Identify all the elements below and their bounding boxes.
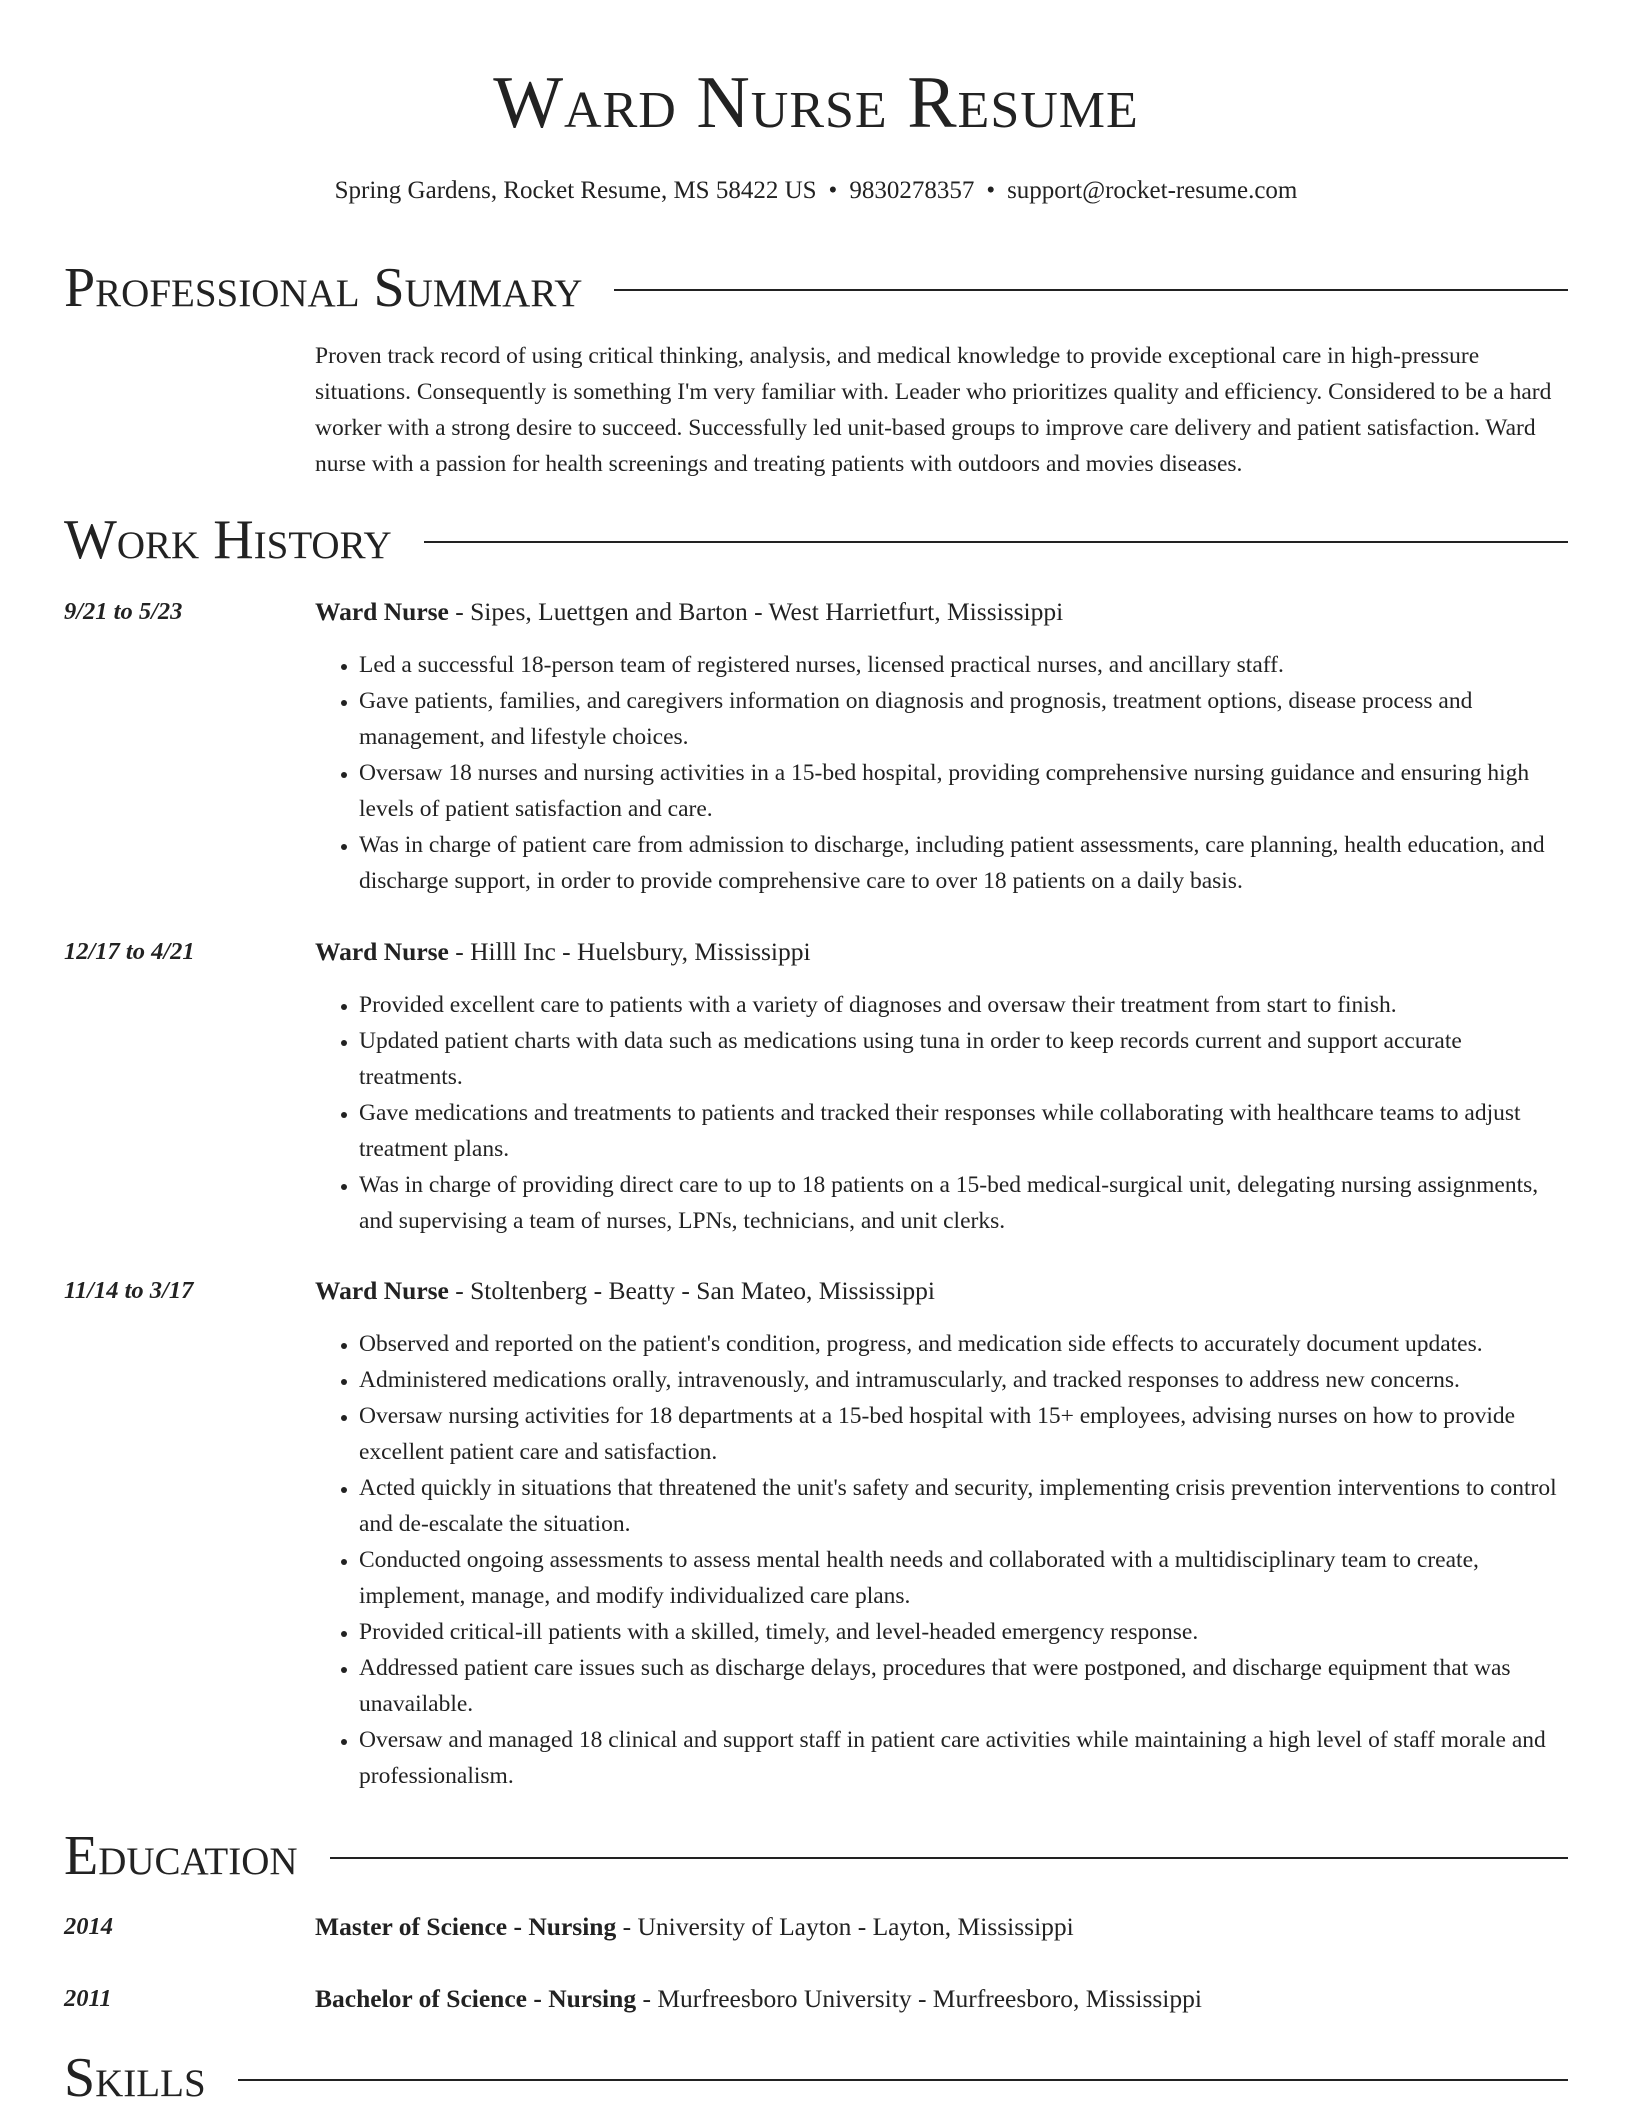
education-school: - Murfreesboro University - Murfreesboro, Mississippi — [636, 1984, 1202, 2013]
job-bullet: • Was in charge of patient care from admission to discharge, including patient assessments, care planning, health education, and discharge support, in order to provide comprehensive care to over 18 patients on a daily basis. — [359, 827, 1570, 899]
education-year: 2011 — [64, 1985, 112, 2012]
job-bullet-list — [315, 987, 1570, 1239]
job-title: Ward Nurse — [315, 597, 449, 626]
job-bullet-list — [315, 1326, 1570, 1794]
job-employer: - Hilll Inc - Huelsbury, Mississippi — [448, 937, 811, 966]
education-school: - University of Layton - Layton, Mississippi — [616, 1912, 1074, 1941]
job-bullet: • Oversaw 18 nurses and nursing activities in a 15-bed hospital, providing comprehensive nursing guidance and ensuring high levels of patient satisfaction and care. — [359, 755, 1570, 827]
section-title: Skills — [64, 2047, 206, 2109]
job-bullet: • Conducted ongoing assessments to assess mental health needs and collaborated with a multidisciplinary team to create, implement, manage, and modify individualized care plans. — [359, 1542, 1570, 1614]
job-bullet: • Observed and reported on the patient's condition, progress, and medication side effects to accurately document updates. — [359, 1326, 1570, 1362]
section-rule — [238, 2079, 1568, 2081]
section-title: Work History — [64, 509, 392, 571]
job-dates: 11/14 to 3/17 — [64, 1277, 194, 1304]
job-bullet: • Acted quickly in situations that threatened the unit's safety and security, implementing crisis prevention interventions to control and de-escalate the situation. — [359, 1470, 1570, 1542]
section-title: Education — [64, 1825, 298, 1887]
contact-line — [0, 174, 1632, 208]
job-bullet-list — [315, 647, 1570, 899]
section-rule — [614, 289, 1568, 291]
section-title: Professional Summary — [64, 257, 583, 319]
resume-title: Ward Nurse Resume — [493, 62, 1139, 144]
job-bullet: • Oversaw and managed 18 clinical and support staff in patient care activities while maintaining a high level of staff morale and professionalism. — [359, 1722, 1570, 1794]
job-dates: 9/21 to 5/23 — [64, 598, 183, 625]
section-rule — [424, 541, 1568, 543]
job-title: Ward Nurse — [315, 1276, 449, 1305]
education-degree: Master of Science - Nursing — [315, 1912, 617, 1941]
education-entry — [315, 1910, 1570, 1944]
job-bullet: • Gave patients, families, and caregivers information on diagnosis and prognosis, treatment options, disease process and management, and lifestyle choices. — [359, 683, 1570, 755]
summary-text: Proven track record of using critical thinking, analysis, and medical knowledge to provide exceptional care in high-pressure situations. Consequently is something I'm very familiar with. Leader who prioritizes quality and efficiency. Considered to be a hard worker with a strong desire to succeed. Successfully led unit-based groups to improve care delivery and patient satisfaction. Ward nurse with a passion for health screenings and treating patients with outdoors and movies diseases. — [315, 343, 1552, 477]
contact-address: Spring Gardens, Rocket Resume, MS 58422 US — [334, 177, 817, 204]
section-heading-work-history — [64, 508, 1568, 572]
contact-separator: • — [986, 177, 996, 204]
job-title: Ward Nurse — [315, 937, 449, 966]
contact-email[interactable]: support@rocket-resume.com — [1007, 177, 1298, 204]
section-heading-skills — [64, 2046, 1568, 2110]
job-bullet: • Gave medications and treatments to patients and tracked their responses while collaborating with healthcare teams to adjust treatment plans. — [359, 1095, 1570, 1167]
section-heading-summary — [64, 256, 1568, 320]
education-degree: Bachelor of Science - Nursing — [315, 1984, 637, 2013]
job-bullet: • Provided excellent care to patients with a variety of diagnoses and oversaw their treatment from start to finish. — [359, 987, 1570, 1023]
job-bullet: • Updated patient charts with data such as medications using tuna in order to keep records current and support accurate treatments. — [359, 1023, 1570, 1095]
job-dates: 12/17 to 4/21 — [64, 938, 195, 965]
section-heading-education — [64, 1824, 1568, 1888]
job-bullet: • Led a successful 18-person team of registered nurses, licensed practical nurses, and ancillary staff. — [359, 647, 1570, 683]
job-bullet: • Provided critical-ill patients with a skilled, timely, and level-headed emergency response. — [359, 1614, 1570, 1650]
job-header — [315, 1274, 1570, 1308]
contact-phone: 9830278357 — [849, 177, 975, 204]
education-year: 2014 — [64, 1913, 113, 1940]
education-entry — [315, 1982, 1570, 2016]
job-bullet: • Oversaw nursing activities for 18 departments at a 15-bed hospital with 15+ employees, advising nurses on how to provide excellent patient care and satisfaction. — [359, 1398, 1570, 1470]
job-header — [315, 935, 1570, 969]
job-header — [315, 595, 1570, 629]
job-bullet: • Was in charge of providing direct care to up to 18 patients on a 15-bed medical-surgical unit, delegating nursing assignments, and supervising a team of nurses, LPNs, technicians, and unit clerks. — [359, 1167, 1570, 1239]
job-employer: - Stoltenberg - Beatty - San Mateo, Mississippi — [448, 1276, 935, 1305]
section-rule — [330, 1857, 1568, 1859]
contact-separator: • — [828, 177, 838, 204]
job-bullet: • Administered medications orally, intravenously, and intramuscularly, and tracked responses to address new concerns. — [359, 1362, 1570, 1398]
job-bullet: • Addressed patient care issues such as discharge delays, procedures that were postponed, and discharge equipment that was unavailable. — [359, 1650, 1570, 1722]
job-employer: - Sipes, Luettgen and Barton - West Harrietfurt, Mississippi — [448, 597, 1064, 626]
